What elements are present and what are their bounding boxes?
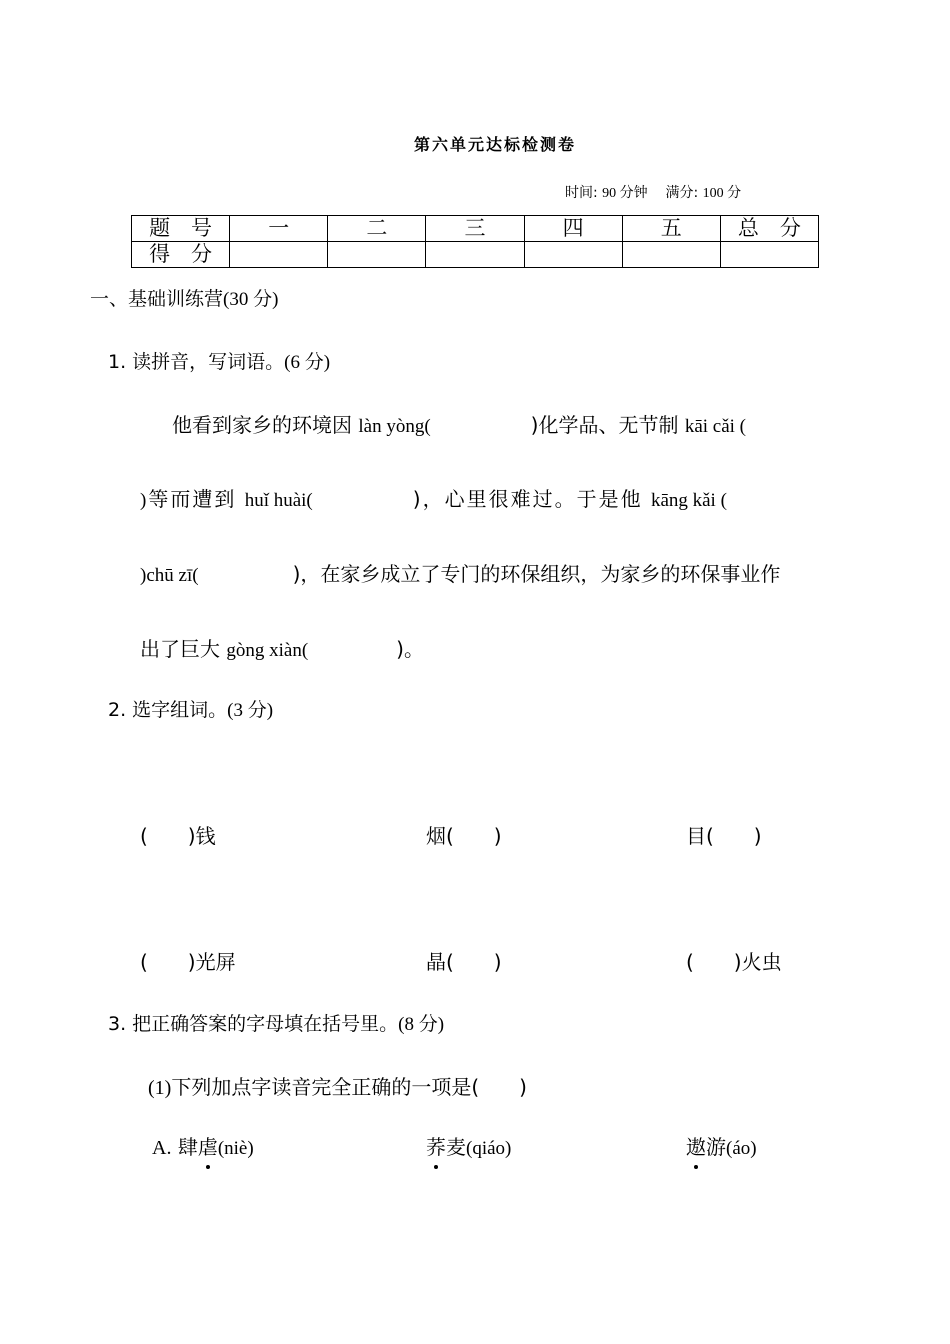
q1-line-1 [172,409,746,438]
question-points: (8 分) [398,1014,445,1035]
score-table-score-row [132,242,819,268]
text-span: ) [140,490,149,511]
text-span: )化学品、无节制 [530,413,679,437]
page-title: 第六单元达标检测卷 [413,135,576,154]
section-points: (30 分) [223,289,279,310]
score-cell: 题 号 [132,216,230,242]
option-char: 肆 [177,1135,198,1159]
pinyin: (qiáo) [466,1138,512,1159]
pinyin: kāi cǎi ( [684,416,747,437]
score-cell: 四 [524,216,622,242]
score-cell: 一 [230,216,328,242]
word-item[interactable]: 目( ) [686,824,762,848]
pinyin: (áo) [726,1138,757,1159]
option-b[interactable] [426,1131,511,1160]
question-2-title [108,695,273,722]
q1-line-2 [140,483,727,512]
word-item[interactable]: 烟( ) [426,824,502,848]
pinyin: huǐ huài( [244,490,313,511]
section-heading [90,284,278,311]
score-input-cell[interactable] [230,242,328,268]
score-cell: 二 [328,216,426,242]
exam-meta [565,182,741,202]
score-table [131,215,819,268]
question-text: 3. 把正确答案的字母填在括号里。 [108,1013,399,1035]
pinyin: làn yòng( [358,416,431,437]
question-points: (6 分) [284,352,331,373]
option-a[interactable] [152,1131,254,1160]
sub-question-text: 下列加点字读音完全正确的一项是( ) [171,1075,527,1099]
score-row-label: 得 分 [132,242,230,268]
option-char: 麦 [446,1135,466,1159]
option-label: A. [152,1137,172,1159]
question-3-title [108,1009,444,1036]
text-span: 等而遭到 [148,487,237,511]
pinyin: )chū zī( [140,565,199,586]
full-score-label: 满分: [665,185,699,201]
question-1-title [108,347,330,374]
word-item[interactable]: 晶( ) [426,950,502,974]
word-item[interactable]: ( )钱 [140,824,216,848]
text-span: )，心里很难过。于是他 [412,487,643,511]
option-char: 游 [706,1135,726,1159]
text-span: 他看到家乡的环境因 [172,413,352,437]
dotted-char: 遨 [686,1131,706,1160]
q3-sub-question-1 [148,1071,527,1100]
q1-line-3 [140,558,780,587]
dotted-char: 荞 [426,1131,446,1160]
score-input-cell[interactable] [622,242,720,268]
option-c[interactable] [686,1131,757,1160]
time-label: 时间: [565,185,598,201]
score-input-cell[interactable] [524,242,622,268]
text-span: 出了巨大 [140,637,220,661]
dotted-char: 虐 [198,1131,218,1160]
score-table-header-row [132,216,819,242]
question-text: 2. 选字组词。 [108,699,228,721]
full-score-value: 100 分 [702,186,742,201]
score-input-cell[interactable] [426,242,524,268]
score-input-cell[interactable] [328,242,426,268]
pinyin: (niè) [217,1138,254,1159]
pinyin: kāng kǎi ( [650,490,727,511]
q1-line-4 [140,633,424,662]
word-item[interactable]: ( )火虫 [686,950,782,974]
sub-question-number: (1) [148,1077,172,1099]
word-item[interactable]: ( )光屏 [140,950,236,974]
section-title: 一、基础训练营 [90,288,224,310]
text-span: )。 [396,637,424,661]
score-input-cell[interactable] [720,242,818,268]
pinyin: gòng xiàn( [226,640,309,661]
question-text: 1. 读拼音，写词语。 [108,351,285,373]
score-cell: 五 [622,216,720,242]
score-cell: 三 [426,216,524,242]
question-points: (3 分) [227,700,274,721]
text-span: )，在家乡成立了专门的环保组织，为家乡的环保事业作 [292,562,781,586]
score-cell: 总 分 [720,216,818,242]
time-value: 90 分钟 [602,186,648,201]
